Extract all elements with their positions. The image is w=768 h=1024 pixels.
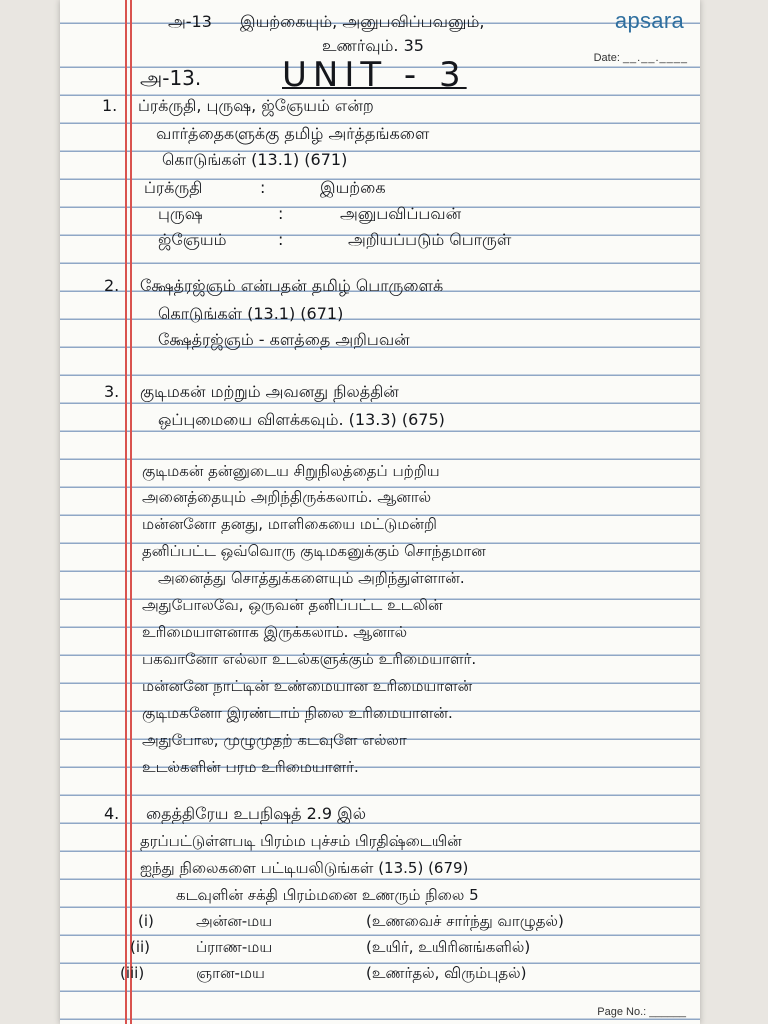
def-meaning: இயற்கை (320, 178, 386, 197)
q4-line: தைத்திரேய உபநிஷத் 2.9 இல் (146, 804, 366, 823)
q2-number: 2. (104, 276, 120, 295)
q1-line: கொடுங்கள் (13.1) (671) (162, 150, 348, 169)
q4-item-number: (ii) (130, 938, 151, 956)
margin-line (125, 0, 127, 1024)
q4-item-number: (i) (138, 912, 154, 930)
def-term: ப்ரக்ருதி (144, 178, 203, 197)
q3-number: 3. (104, 382, 120, 401)
q4-item-meaning: (உயிர், உயிரினங்களில்) (366, 938, 531, 956)
def-sep: : (278, 204, 284, 223)
topic-title-line1: இயற்கையும், அனுபவிப்பவனும், (240, 12, 485, 31)
q4-item-term: ப்ராண-மய (196, 938, 273, 956)
q3-answer-line: உடல்களின் பரம உரிமையாளர். (142, 758, 359, 776)
topic-code: அ-13 (168, 12, 212, 31)
q3-answer-line: குடிமகன் தன்னுடைய சிறுநிலத்தைப் பற்றிய (142, 462, 440, 480)
q3-answer-line: மன்னனோ தனது, மாளிகையை மட்டுமன்றி (142, 515, 437, 533)
q2-line: க்ஷேத்ரஜ்ஞம் - களத்தை அறிபவன் (158, 330, 410, 349)
q4-item-meaning: (உணவைச் சார்ந்து வாழுதல்) (366, 912, 564, 930)
q3-answer-line: பகவானோ எல்லா உடல்களுக்கும் உரிமையாளர். (142, 650, 477, 668)
topic-title-line2: உணர்வும். 35 (322, 36, 424, 55)
def-meaning: அனுபவிப்பவன் (340, 204, 462, 223)
q2-line: கொடுங்கள் (13.1) (671) (158, 304, 344, 323)
def-term: புருஷ (158, 204, 203, 223)
q4-line: ஐந்து நிலைகளை பட்டியலிடுங்கள் (13.5) (679) (140, 859, 469, 877)
q3-answer-line: அதுபோல, முழுமுதற் கடவுளே எல்லா (142, 731, 407, 749)
q4-item-meaning: (உணர்தல், விரும்புதல்) (366, 964, 527, 982)
q3-answer-line: அதுபோலவே, ஒருவன் தனிப்பட்ட உடலின் (142, 596, 443, 614)
def-meaning: அறியப்படும் பொருள் (348, 230, 512, 249)
notebook-page (60, 0, 700, 1024)
q3-answer-line: உரிமையாளனாக இருக்கலாம். ஆனால் (142, 623, 408, 641)
unit-code: அ-13. (140, 66, 202, 90)
date-label: Date: (593, 52, 620, 64)
q3-line: குடிமகன் மற்றும் அவனது நிலத்தின் (140, 382, 399, 401)
date-placeholder: __.__.____ (622, 52, 688, 64)
def-term: ஜ்ஞேயம் (158, 230, 227, 249)
q3-answer-line: குடிமகனோ இரண்டாம் நிலை உரிமையாளன். (142, 704, 453, 722)
q1-line: ப்ரக்ருதி, புருஷ, ஜ்ஞேயம் என்ற (138, 96, 374, 115)
page-number-label: Page No.: (597, 1006, 647, 1018)
def-sep: : (260, 178, 266, 197)
def-sep: : (278, 230, 284, 249)
q4-item-term: அன்ன-மய (196, 912, 273, 930)
q4-line: தரப்பட்டுள்ளபடி பிரம்ம புச்சம் பிரதிஷ்டையின் (140, 832, 462, 850)
unit-title: UNIT - 3 (282, 55, 467, 95)
page-number-field (597, 1006, 686, 1018)
q4-number: 4. (104, 804, 120, 823)
q1-number: 1. (102, 96, 118, 115)
q3-answer-line: தனிப்பட்ட ஒவ்வொரு குடிமகனுக்கும் சொந்தமான (142, 542, 486, 560)
q2-line: க்ஷேத்ரஜ்ஞம் என்பதன் தமிழ் பொருளைக் (140, 276, 444, 295)
margin-line (130, 0, 132, 1024)
q4-item-term: ஞான-மய (196, 964, 265, 982)
page-number-placeholder: ______ (649, 1006, 686, 1018)
q4-item-number: (iii) (120, 964, 145, 982)
q4-line: கடவுளின் சக்தி பிரம்மனை உணரும் நிலை 5 (176, 886, 479, 904)
date-field (594, 52, 688, 64)
q3-line: ஒப்புமையை விளக்கவும். (13.3) (675) (158, 410, 445, 429)
q3-answer-line: அனைத்து சொத்துக்களையும் அறிந்துள்ளான். (158, 569, 465, 587)
q3-answer-line: மன்னனே நாட்டின் உண்மையான உரிமையாளன் (142, 677, 473, 695)
q1-line: வார்த்தைகளுக்கு தமிழ் அர்த்தங்களை (156, 124, 430, 143)
brand-logo: apsara (614, 8, 684, 33)
q3-answer-line: அனைத்தையும் அறிந்திருக்கலாம். ஆனால் (142, 488, 432, 506)
